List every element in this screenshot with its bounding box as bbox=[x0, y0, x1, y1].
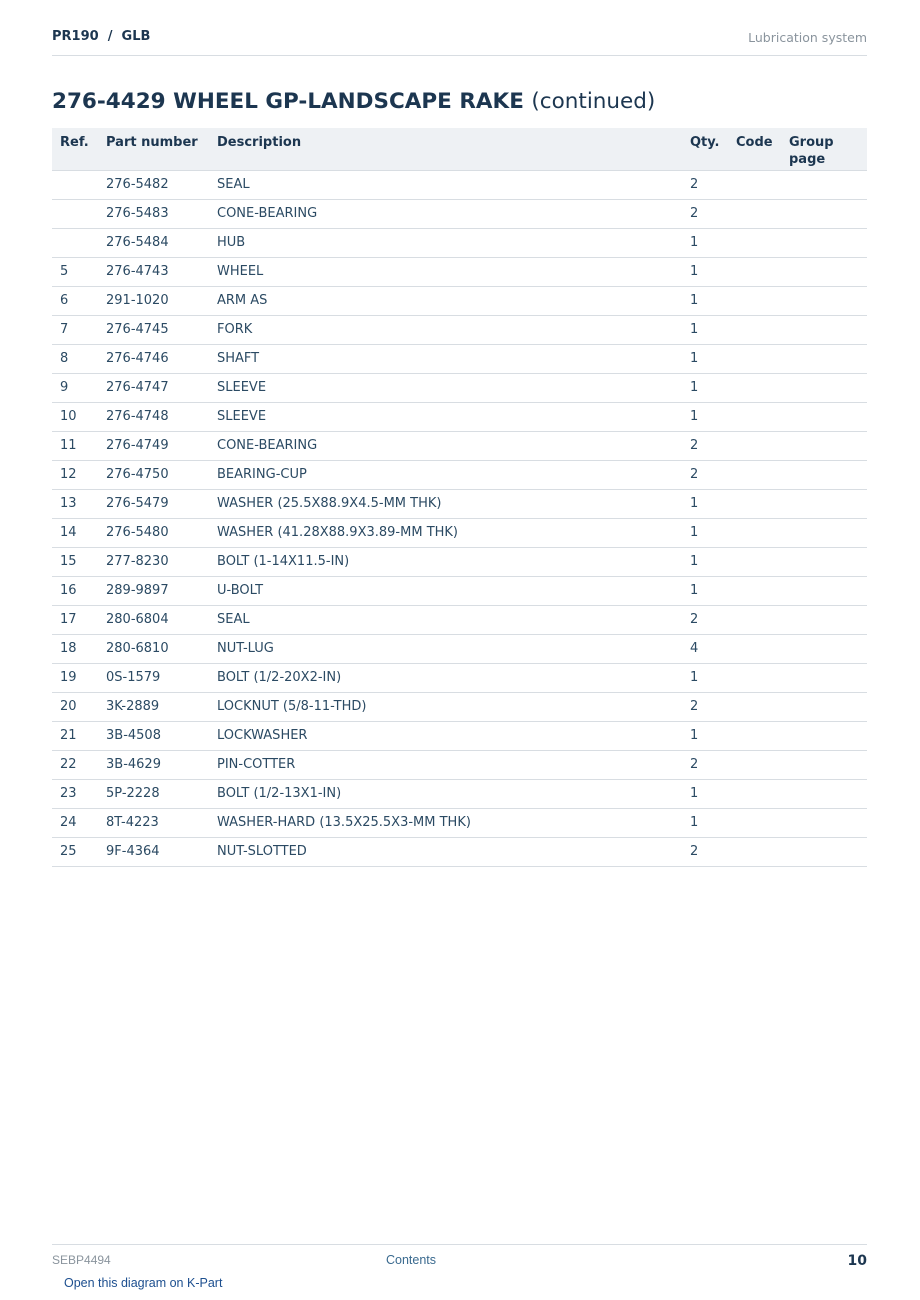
page-header bbox=[52, 28, 867, 56]
table-row bbox=[52, 576, 867, 605]
cell-group-page bbox=[781, 460, 867, 489]
section-name: Lubrication system bbox=[748, 30, 867, 45]
cell-qty: 1 bbox=[682, 808, 728, 837]
cell-description: BOLT (1-14X11.5-IN) bbox=[209, 547, 682, 576]
cell-ref: 9 bbox=[52, 373, 98, 402]
cell-ref: 11 bbox=[52, 431, 98, 460]
cell-ref: 18 bbox=[52, 634, 98, 663]
table-row bbox=[52, 547, 867, 576]
table-row bbox=[52, 808, 867, 837]
cell-description: WASHER (41.28X88.9X3.89-MM THK) bbox=[209, 518, 682, 547]
cell-group-page bbox=[781, 576, 867, 605]
cell-group-page bbox=[781, 402, 867, 431]
cell-code bbox=[728, 431, 781, 460]
cell-group-page bbox=[781, 170, 867, 199]
cell-part-number: 276-5479 bbox=[98, 489, 209, 518]
cell-ref: 24 bbox=[52, 808, 98, 837]
cell-part-number: 280-6804 bbox=[98, 605, 209, 634]
cell-ref: 22 bbox=[52, 750, 98, 779]
title-main: 276-4429 WHEEL GP-LANDSCAPE RAKE bbox=[52, 89, 524, 114]
cell-qty: 1 bbox=[682, 663, 728, 692]
cell-description: WHEEL bbox=[209, 257, 682, 286]
cell-description: SHAFT bbox=[209, 344, 682, 373]
cell-code bbox=[728, 257, 781, 286]
cell-code bbox=[728, 721, 781, 750]
cell-part-number: 5P-2228 bbox=[98, 779, 209, 808]
cell-part-number: 276-4747 bbox=[98, 373, 209, 402]
cell-description: SLEEVE bbox=[209, 373, 682, 402]
cell-qty: 1 bbox=[682, 315, 728, 344]
qty-header-text: Qty. bbox=[690, 135, 720, 150]
cell-qty: 2 bbox=[682, 692, 728, 721]
column-header-description: Description bbox=[209, 128, 682, 170]
cell-qty: 1 bbox=[682, 373, 728, 402]
cell-description: CONE-BEARING bbox=[209, 431, 682, 460]
model-label: PR190 / GLB bbox=[52, 29, 151, 44]
cell-part-number: 277-8230 bbox=[98, 547, 209, 576]
cell-qty: 1 bbox=[682, 721, 728, 750]
cell-qty: 1 bbox=[682, 228, 728, 257]
table-row bbox=[52, 721, 867, 750]
table-row bbox=[52, 431, 867, 460]
cell-code bbox=[728, 547, 781, 576]
cell-ref bbox=[52, 199, 98, 228]
cell-ref: 14 bbox=[52, 518, 98, 547]
cell-description: SEAL bbox=[209, 170, 682, 199]
cell-ref: 7 bbox=[52, 315, 98, 344]
cell-part-number: 289-9897 bbox=[98, 576, 209, 605]
table-row bbox=[52, 257, 867, 286]
cell-group-page bbox=[781, 489, 867, 518]
cell-part-number: 276-5483 bbox=[98, 199, 209, 228]
cell-code bbox=[728, 837, 781, 866]
cell-group-page bbox=[781, 199, 867, 228]
cell-part-number: 291-1020 bbox=[98, 286, 209, 315]
cell-ref: 6 bbox=[52, 286, 98, 315]
cell-qty: 1 bbox=[682, 547, 728, 576]
cell-ref: 16 bbox=[52, 576, 98, 605]
cell-part-number: 9F-4364 bbox=[98, 837, 209, 866]
parts-table-body bbox=[52, 170, 867, 866]
cell-code bbox=[728, 344, 781, 373]
cell-code bbox=[728, 460, 781, 489]
cell-group-page bbox=[781, 837, 867, 866]
cell-group-page bbox=[781, 373, 867, 402]
table-row bbox=[52, 315, 867, 344]
table-row bbox=[52, 228, 867, 257]
cell-part-number: 276-4750 bbox=[98, 460, 209, 489]
cell-description: SLEEVE bbox=[209, 402, 682, 431]
cell-group-page bbox=[781, 663, 867, 692]
cell-description: PIN-COTTER bbox=[209, 750, 682, 779]
cell-qty: 2 bbox=[682, 605, 728, 634]
cell-qty: 1 bbox=[682, 779, 728, 808]
cell-ref: 13 bbox=[52, 489, 98, 518]
cell-group-page bbox=[781, 518, 867, 547]
cell-description: WASHER-HARD (13.5X25.5X3-MM THK) bbox=[209, 808, 682, 837]
cell-ref: 19 bbox=[52, 663, 98, 692]
cell-description: BOLT (1/2-20X2-IN) bbox=[209, 663, 682, 692]
cell-qty: 1 bbox=[682, 257, 728, 286]
table-row bbox=[52, 460, 867, 489]
cell-code bbox=[728, 402, 781, 431]
cell-group-page bbox=[781, 228, 867, 257]
table-row bbox=[52, 750, 867, 779]
cell-qty: 2 bbox=[682, 199, 728, 228]
cell-part-number: 276-4743 bbox=[98, 257, 209, 286]
cell-group-page bbox=[781, 808, 867, 837]
cell-qty: 4 bbox=[682, 634, 728, 663]
cell-ref bbox=[52, 170, 98, 199]
cell-description: NUT-SLOTTED bbox=[209, 837, 682, 866]
page-title bbox=[52, 89, 655, 114]
cell-group-page bbox=[781, 431, 867, 460]
cell-code bbox=[728, 605, 781, 634]
cell-ref: 23 bbox=[52, 779, 98, 808]
cell-ref: 20 bbox=[52, 692, 98, 721]
cell-part-number: 276-5480 bbox=[98, 518, 209, 547]
cell-code bbox=[728, 170, 781, 199]
cell-group-page bbox=[781, 692, 867, 721]
cell-code bbox=[728, 518, 781, 547]
cell-part-number: 276-4745 bbox=[98, 315, 209, 344]
table-row bbox=[52, 344, 867, 373]
cell-qty: 1 bbox=[682, 576, 728, 605]
title-suffix: (continued) bbox=[531, 89, 656, 114]
cell-qty: 2 bbox=[682, 837, 728, 866]
cell-ref bbox=[52, 228, 98, 257]
page-footer bbox=[52, 1244, 867, 1275]
cell-group-page bbox=[781, 634, 867, 663]
cell-qty: 1 bbox=[682, 344, 728, 373]
cell-ref: 5 bbox=[52, 257, 98, 286]
cell-description: HUB bbox=[209, 228, 682, 257]
cell-ref: 12 bbox=[52, 460, 98, 489]
cell-part-number: 3B-4508 bbox=[98, 721, 209, 750]
column-header-ref: Ref. bbox=[52, 128, 98, 170]
table-row bbox=[52, 518, 867, 547]
cell-description: NUT-LUG bbox=[209, 634, 682, 663]
cell-description: CONE-BEARING bbox=[209, 199, 682, 228]
document-id: SEBP4494 bbox=[52, 1253, 111, 1267]
table-row bbox=[52, 837, 867, 866]
open-on-kpart-link[interactable]: Open this diagram on K-Part bbox=[64, 1276, 223, 1290]
cell-group-page bbox=[781, 721, 867, 750]
cell-qty: 2 bbox=[682, 170, 728, 199]
cell-description: LOCKNUT (5/8-11-THD) bbox=[209, 692, 682, 721]
cell-group-page bbox=[781, 257, 867, 286]
column-header-part-number: Part number bbox=[98, 128, 209, 170]
cell-group-page bbox=[781, 315, 867, 344]
cell-ref: 15 bbox=[52, 547, 98, 576]
cell-description: FORK bbox=[209, 315, 682, 344]
cell-part-number: 276-5484 bbox=[98, 228, 209, 257]
cell-qty: 1 bbox=[682, 286, 728, 315]
table-row bbox=[52, 170, 867, 199]
cell-code bbox=[728, 199, 781, 228]
table-row bbox=[52, 286, 867, 315]
table-row bbox=[52, 692, 867, 721]
cell-code bbox=[728, 228, 781, 257]
column-header-qty bbox=[682, 128, 728, 170]
cell-part-number: 276-4746 bbox=[98, 344, 209, 373]
cell-description: BOLT (1/2-13X1-IN) bbox=[209, 779, 682, 808]
cell-description: BEARING-CUP bbox=[209, 460, 682, 489]
cell-part-number: 8T-4223 bbox=[98, 808, 209, 837]
cell-description: SEAL bbox=[209, 605, 682, 634]
column-header-code: Code bbox=[728, 128, 781, 170]
table-row bbox=[52, 779, 867, 808]
cell-qty: 1 bbox=[682, 489, 728, 518]
table-row bbox=[52, 489, 867, 518]
cell-part-number: 0S-1579 bbox=[98, 663, 209, 692]
cell-qty: 2 bbox=[682, 750, 728, 779]
table-row bbox=[52, 605, 867, 634]
cell-description: ARM AS bbox=[209, 286, 682, 315]
cell-group-page bbox=[781, 605, 867, 634]
cell-code bbox=[728, 663, 781, 692]
cell-code bbox=[728, 634, 781, 663]
cell-ref: 8 bbox=[52, 344, 98, 373]
cell-code bbox=[728, 373, 781, 402]
cell-description: U-BOLT bbox=[209, 576, 682, 605]
cell-part-number: 276-5482 bbox=[98, 170, 209, 199]
table-row bbox=[52, 634, 867, 663]
cell-description: LOCKWASHER bbox=[209, 721, 682, 750]
cell-code bbox=[728, 808, 781, 837]
page-number: 10 bbox=[847, 1253, 867, 1269]
cell-group-page bbox=[781, 286, 867, 315]
table-row bbox=[52, 373, 867, 402]
cell-ref: 25 bbox=[52, 837, 98, 866]
table-header-row bbox=[52, 128, 867, 170]
contents-link[interactable]: Contents bbox=[386, 1253, 437, 1267]
cell-part-number: 3B-4629 bbox=[98, 750, 209, 779]
cell-code bbox=[728, 286, 781, 315]
cell-ref: 17 bbox=[52, 605, 98, 634]
cell-qty: 1 bbox=[682, 518, 728, 547]
cell-part-number: 276-4749 bbox=[98, 431, 209, 460]
cell-ref: 10 bbox=[52, 402, 98, 431]
cell-group-page bbox=[781, 750, 867, 779]
cell-part-number: 276-4748 bbox=[98, 402, 209, 431]
cell-qty: 1 bbox=[682, 402, 728, 431]
cell-qty: 2 bbox=[682, 460, 728, 489]
table-row bbox=[52, 663, 867, 692]
cell-code bbox=[728, 576, 781, 605]
cell-code bbox=[728, 692, 781, 721]
cell-group-page bbox=[781, 779, 867, 808]
cell-qty: 2 bbox=[682, 431, 728, 460]
table-row bbox=[52, 402, 867, 431]
cell-code bbox=[728, 779, 781, 808]
cell-description: WASHER (25.5X88.9X4.5-MM THK) bbox=[209, 489, 682, 518]
cell-ref: 21 bbox=[52, 721, 98, 750]
cell-code bbox=[728, 489, 781, 518]
cell-part-number: 3K-2889 bbox=[98, 692, 209, 721]
cell-code bbox=[728, 315, 781, 344]
table-row bbox=[52, 199, 867, 228]
column-header-group-page: Group page bbox=[781, 128, 867, 170]
cell-group-page bbox=[781, 344, 867, 373]
parts-table bbox=[52, 128, 867, 867]
cell-group-page bbox=[781, 547, 867, 576]
cell-code bbox=[728, 750, 781, 779]
cell-part-number: 280-6810 bbox=[98, 634, 209, 663]
